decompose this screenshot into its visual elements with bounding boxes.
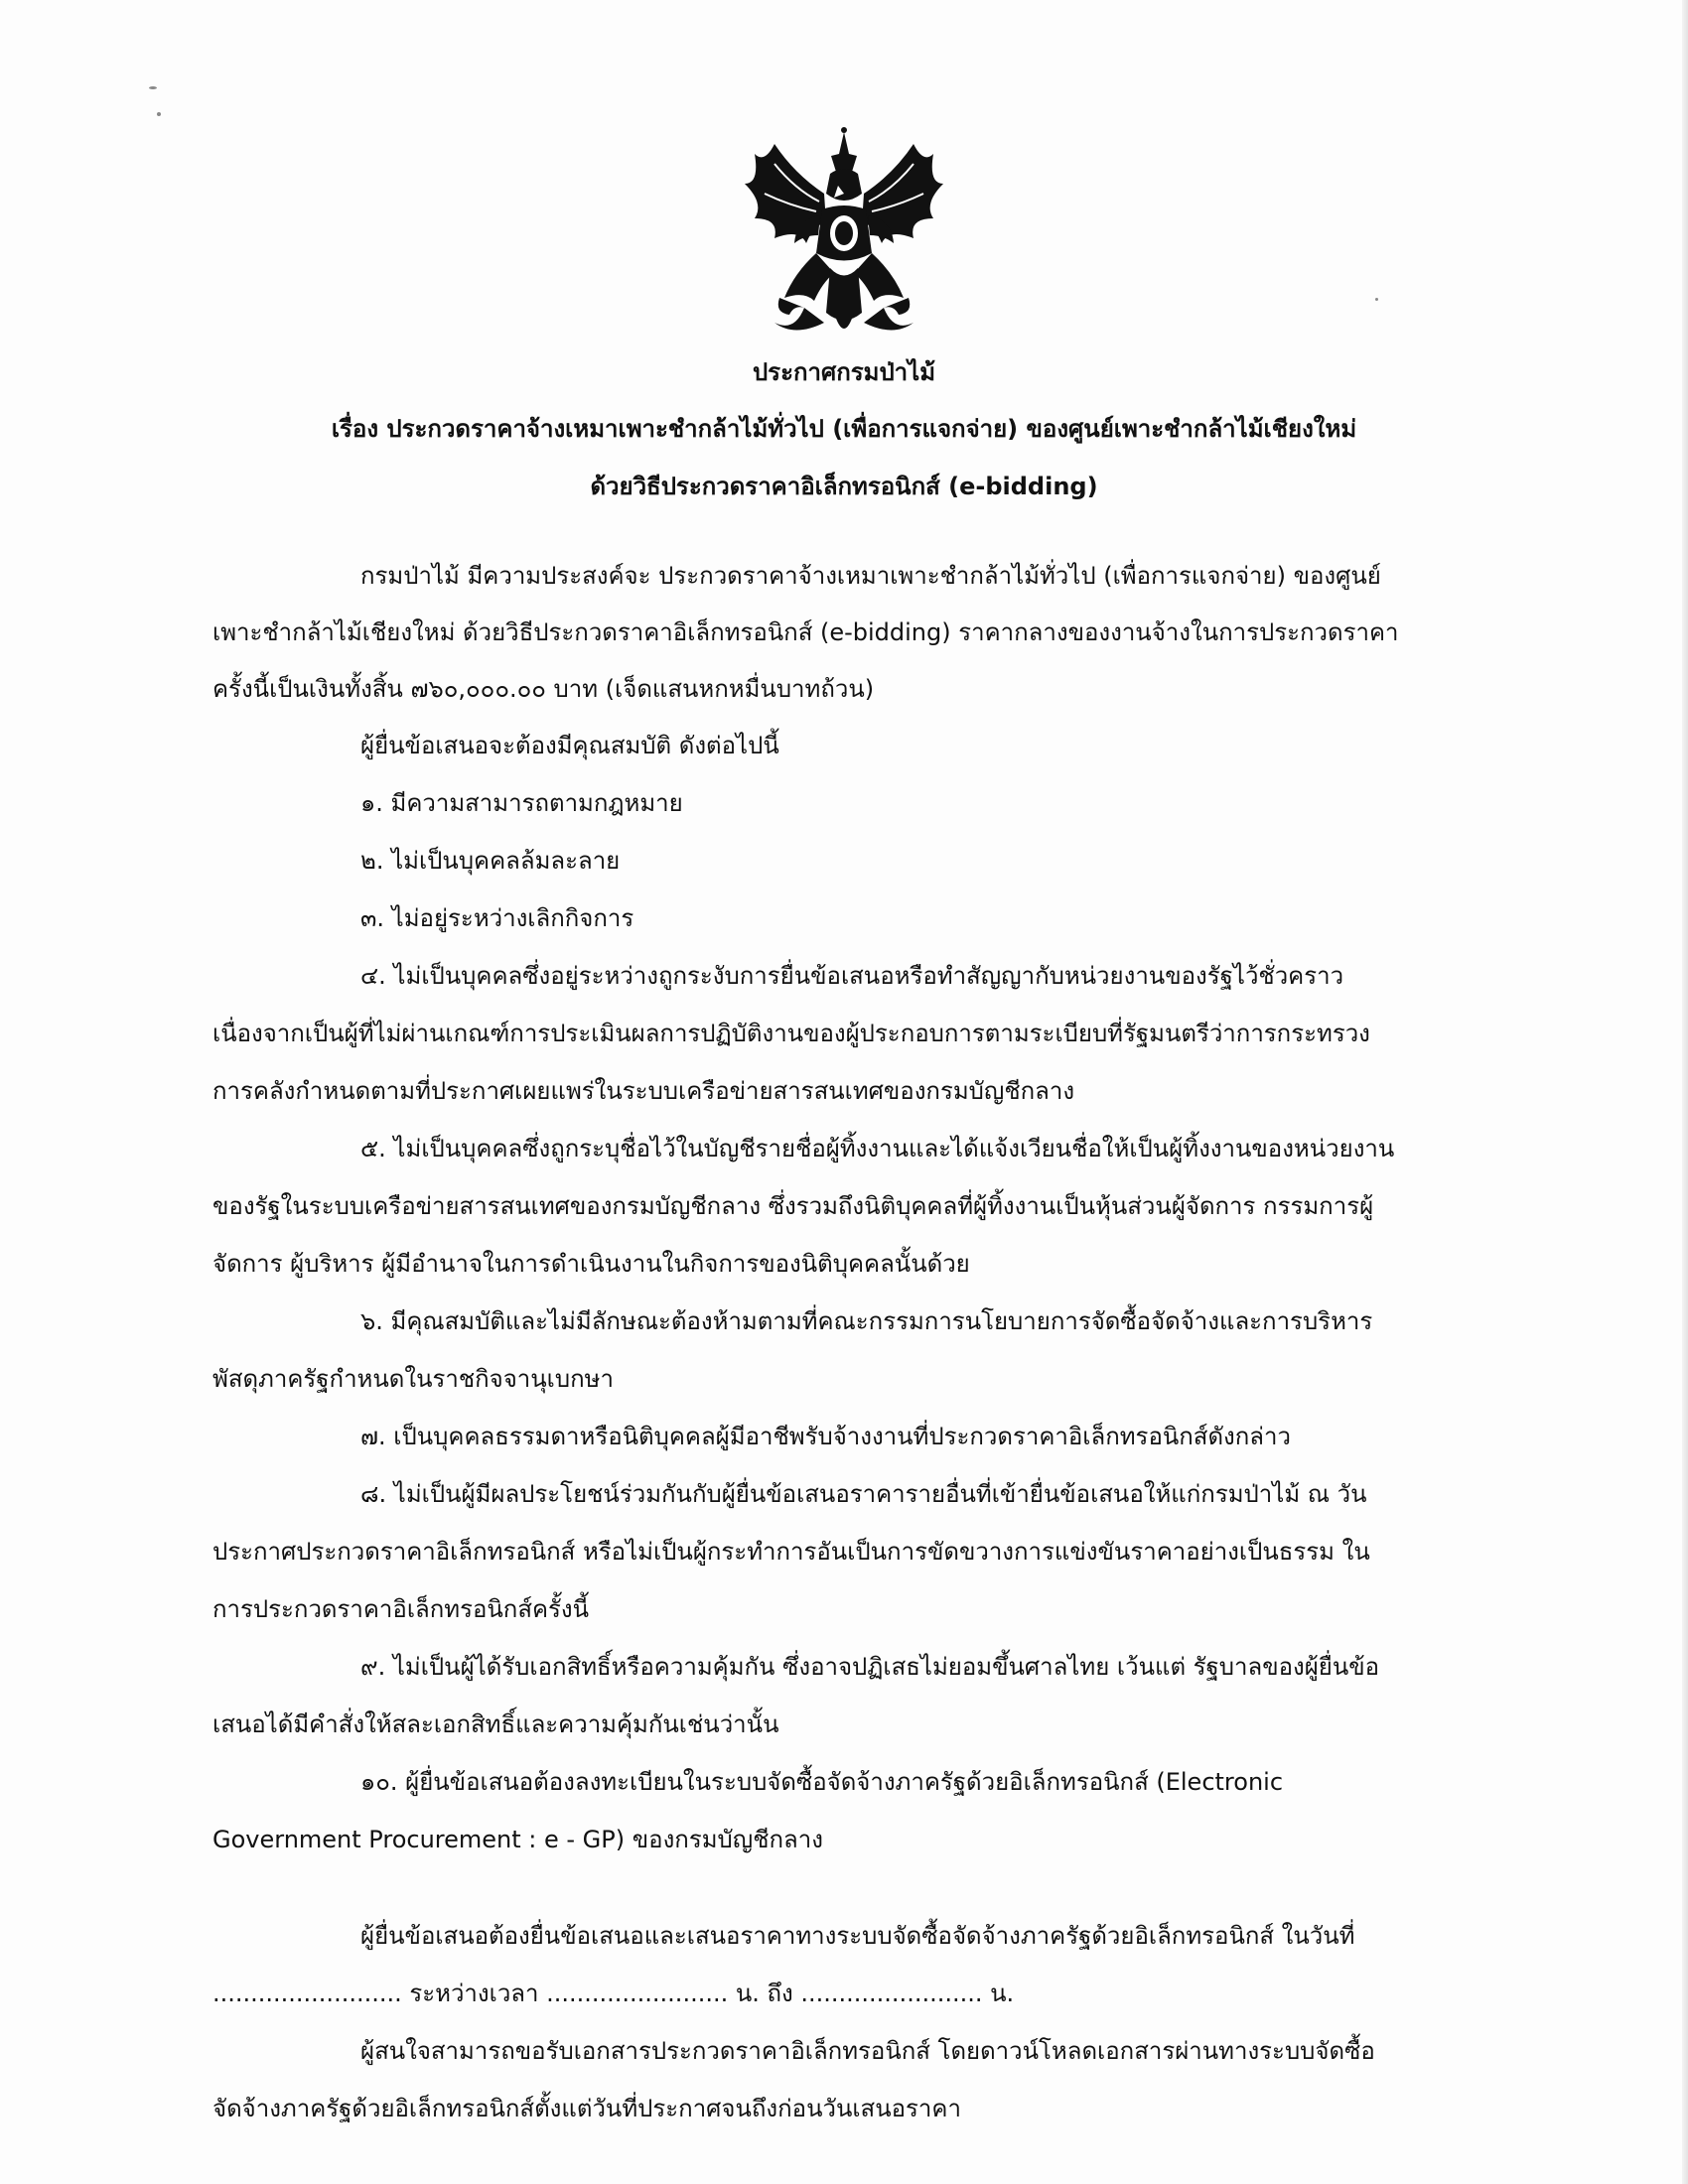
qualification-item: ๔. ไม่เป็นบุคคลซึ่งอยู่ระหว่างถูกระงับการยื่นข้อเสนอหรือทำสัญญากับหน่วยงานของรัฐไว้ชั่วคราว: [360, 962, 1344, 990]
intro-line: เพาะชำกล้าไม้เชียงใหม่ ด้วยวิธีประกวดราคาอิเล็กทรอนิกส์ (e-bidding) ราคากลางของงานจ้างในการประกวดราคา: [212, 618, 1399, 646]
qualification-item: ๑๐. ผู้ยื่นข้อเสนอต้องลงทะเบียนในระบบจัดซื้อจัดจ้างภาครัฐด้วยอิเล็กทรอนิกส์ (Electronic: [360, 1768, 1284, 1796]
scan-speck: [1375, 298, 1378, 301]
qualification-line: Government Procurement : e - GP) ของกรมบัญชีกลาง: [212, 1826, 823, 1853]
qualification-line: ประกาศประกวดราคาอิเล็กทรอนิกส์ หรือไม่เป็นผู้กระทำการอันเป็นการขัดขวางการแข่งขันราคาอย่างเป็นธรรม ใน: [212, 1538, 1370, 1566]
qualification-line: เสนอได้มีคำสั่งให้สละเอกสิทธิ์และความคุ้มกันเช่นว่านั้น: [212, 1710, 779, 1738]
announcement-subject: เรื่อง ประกวดราคาจ้างเหมาเพาะชำกล้าไม้ทั่วไป (เพื่อการแจกจ่าย) ของศูนย์เพาะชำกล้าไม้เชียงใหม่: [331, 415, 1357, 443]
submission-time-blanks: ......................... ระหว่างเวลา ........................ น. ถึง ........................ น.: [212, 1979, 1015, 2007]
qualification-line: เนื่องจากเป็นผู้ที่ไม่ผ่านเกณฑ์การประเมินผลการปฏิบัติงานของผู้ประกอบการตามระเบียบที่รัฐมนตรีว่าการกระทรวง: [212, 1020, 1370, 1047]
download-line: จัดจ้างภาครัฐด้วยอิเล็กทรอนิกส์ตั้งแต่วันที่ประกาศจนถึงก่อนวันเสนอราคา: [212, 2095, 961, 2122]
qualification-item: ๙. ไม่เป็นผู้ได้รับเอกสิทธิ์หรือความคุ้มกัน ซึ่งอาจปฏิเสธไม่ยอมขึ้นศาลไทย เว้นแต่ รัฐบาลของผู้ยื่นข้อ: [360, 1653, 1380, 1681]
announcement-method: ด้วยวิธีประกวดราคาอิเล็กทรอนิกส์ (e-bidding): [590, 473, 1098, 500]
intro-line: ครั้งนี้เป็นเงินทั้งสิ้น ๗๖๐,๐๐๐.๐๐ บาท (เจ็ดแสนหกหมื่นบาทถ้วน): [212, 675, 875, 703]
submission-line: ผู้ยื่นข้อเสนอต้องยื่นข้อเสนอและเสนอราคาทางระบบจัดซื้อจัดจ้างภาครัฐด้วยอิเล็กทรอนิกส์ ในวันที่: [360, 1922, 1355, 1950]
announcement-agency: ประกาศกรมป่าไม้: [752, 358, 936, 386]
qualification-line: จัดการ ผู้บริหาร ผู้มีอำนาจในการดำเนินงานในกิจการของนิติบุคคลนั้นด้วย: [212, 1250, 970, 1278]
qualification-line: การประกวดราคาอิเล็กทรอนิกส์ครั้งนี้: [212, 1595, 590, 1623]
qualification-item: ๗. เป็นบุคคลธรรมดาหรือนิติบุคคลผู้มีอาชีพรับจ้างงานที่ประกวดราคาอิเล็กทรอนิกส์ดังกล่าว: [360, 1423, 1291, 1450]
garuda-emblem-icon: [735, 124, 953, 347]
scan-page-edge: [1682, 0, 1688, 2184]
qualifications-heading: ผู้ยื่นข้อเสนอจะต้องมีคุณสมบัติ ดังต่อไปนี้: [360, 732, 779, 759]
download-line: ผู้สนใจสามารถขอรับเอกสารประกวดราคาอิเล็กทรอนิกส์ โดยดาวน์โหลดเอกสารผ่านทางระบบจัดซื้อ: [360, 2037, 1375, 2065]
qualification-item: ๘. ไม่เป็นผู้มีผลประโยชน์ร่วมกันกับผู้ยื่นข้อเสนอราคารายอื่นที่เข้ายื่นข้อเสนอให้แก่กรมป่าไม้ ณ วัน: [360, 1480, 1367, 1508]
qualification-item: ๕. ไม่เป็นบุคคลซึ่งถูกระบุชื่อไว้ในบัญชีรายชื่อผู้ทิ้งงานและได้แจ้งเวียนชื่อให้เป็นผู้ทิ้งงานของหน่วยงาน: [360, 1135, 1395, 1162]
qualification-item: ๒. ไม่เป็นบุคคลล้มละลาย: [360, 847, 621, 875]
qualification-item: ๖. มีคุณสมบัติและไม่มีลักษณะต้องห้ามตามที่คณะกรรมการนโยบายการจัดซื้อจัดจ้างและการบริหาร: [360, 1307, 1373, 1335]
qualification-item: ๑. มีความสามารถตามกฎหมาย: [360, 789, 683, 817]
qualification-line: พัสดุภาครัฐกำหนดในราชกิจจานุเบกษา: [212, 1365, 614, 1393]
intro-line: กรมป่าไม้ มีความประสงค์จะ ประกวดราคาจ้างเหมาเพาะชำกล้าไม้ทั่วไป (เพื่อการแจกจ่าย) ของศูนย์: [360, 562, 1381, 590]
qualification-line: การคลังกำหนดตามที่ประกาศเผยแพร่ในระบบเครือข่ายสารสนเทศของกรมบัญชีกลาง: [212, 1077, 1075, 1105]
scan-speck: [157, 112, 161, 116]
qualification-item: ๓. ไม่อยู่ระหว่างเลิกกิจการ: [360, 904, 634, 932]
scan-speck: [149, 86, 157, 89]
qualification-line: ของรัฐในระบบเครือข่ายสารสนเทศของกรมบัญชีกลาง ซึ่งรวมถึงนิติบุคคลที่ผู้ทิ้งงานเป็นหุ้นส่วนผู้จัดการ กรรมการผู้: [212, 1192, 1374, 1220]
